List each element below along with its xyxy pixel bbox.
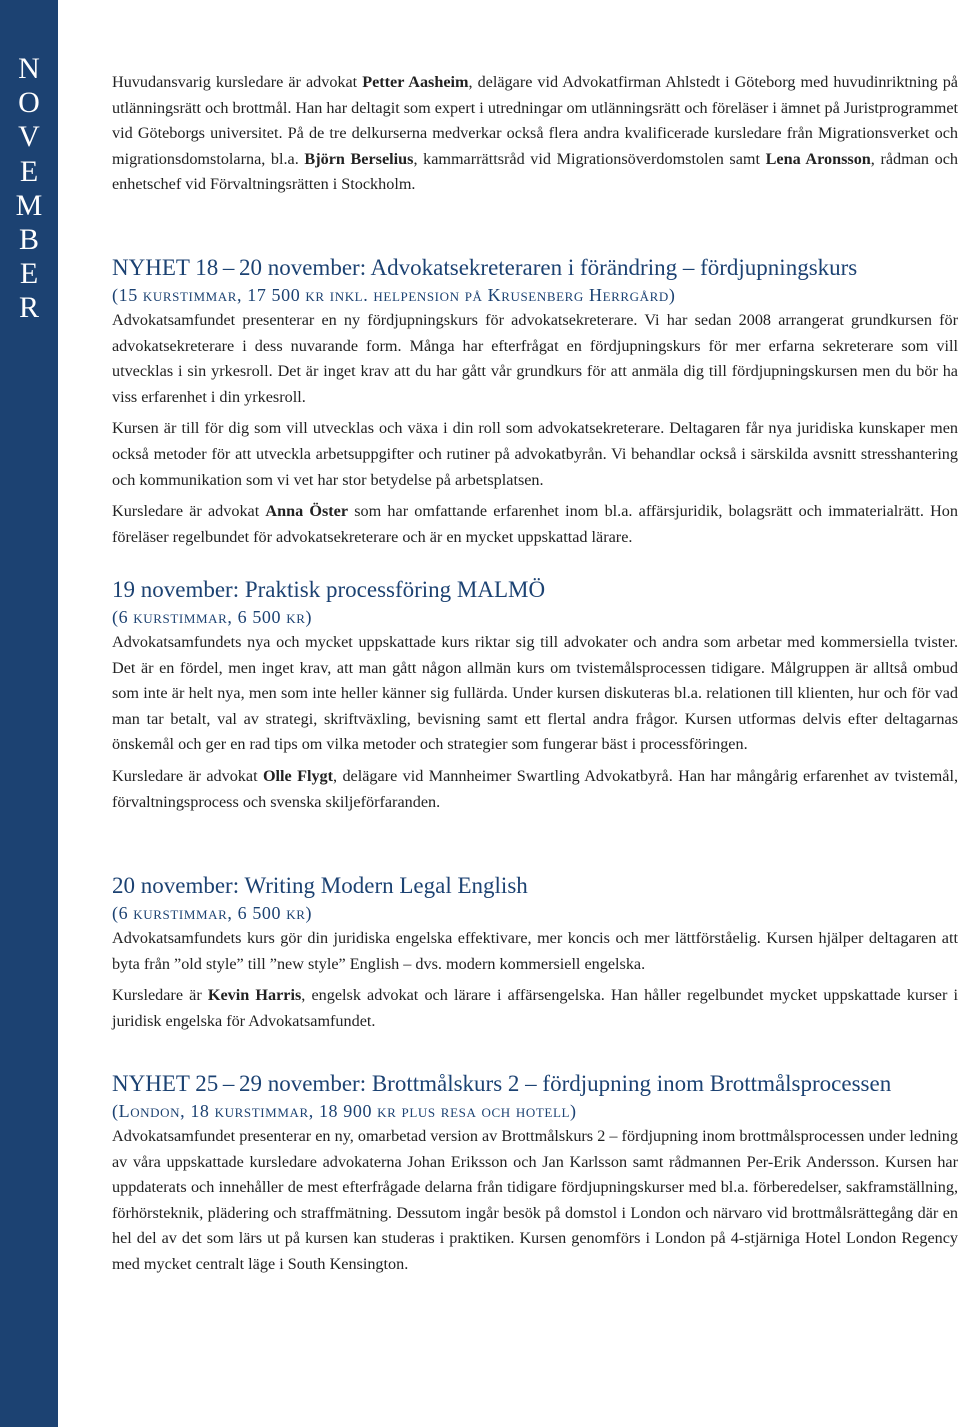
person-name: Petter Aasheim xyxy=(362,73,469,91)
person-name: Kevin Harris xyxy=(207,986,302,1005)
text-run: , delägare vid Advokatfirman Ahlstedt i Göteborg med huvudinriktning på utlänningsrätt och brottmål. Han har deltagit som expert i utredningar om utlänningsrätt och föreläser i ämnet på Juristprogrammet vid Göteborgs universitet. På de tre delkurserna medverkar också flera andra kvalificerade kursledare från Migrationsverket och migrationsdomstolarna, bl.a. xyxy=(112,73,959,168)
month-letter: V xyxy=(18,120,40,154)
text-run: , kammarrättsråd vid Migrationsöverdomstolen samt xyxy=(413,149,766,168)
course-section-brottmalskurs xyxy=(112,1070,958,1278)
text-run: Kursledare är advokat xyxy=(112,766,263,785)
course-subtitle: (15 kurstimmar, 17 500 kr inkl. helpension på Krusenberg Herrgård) xyxy=(112,285,676,305)
month-letter: N xyxy=(18,52,40,85)
text-run: , rådman och enhetschef vid Förvaltningsrätten i Stockholm. xyxy=(112,149,958,194)
course-paragraph: Advokatsamfundets nya och mycket uppskattade kurs riktar sig till advokater och andra som arbetar med kommersiella tvister. Det är en fördel, men inget krav, att man gått någon allmän kurs om tvistemålsprocessen tidigare. Målgruppen är alltså ombud som inte är helt nya, men som inte heller känner sig fullärda. Under kursen diskuteras bl.a. relationen till klienten, hur och för vad man tar betalt, val av strategi, skriftväxling, bevisning samt ett flertal andra frågor. Kursen utformas delvis efter deltagarnas önskemål och ger en rad tips om vilka metoder och strategier som fungerar bäst i processföringen. xyxy=(112,633,958,754)
text-run: Kursledare är xyxy=(112,986,208,1005)
course-paragraph: Advokatsamfundet presenterar en ny fördjupningskurs för advokatsekreterare. Vi har sedan 2008 arrangerat grundkursen för advokatsekreterare i dess nuvarande form. Många har efterfrågat en fördjupningskurs för mer erfarna sekreterare som vill utvecklas i sin yrkesroll. Det är inget krav att du har gått vår grundkurs för att anmäla dig till fördjupningskursen men du bör ha viss erfarenhet i din yrkesroll. xyxy=(112,311,958,406)
course-title: 20 november: Writing Modern Legal English xyxy=(112,873,528,898)
course-subtitle: (6 kurstimmar, 6 500 kr) xyxy=(112,903,313,923)
month-letter: E xyxy=(19,257,39,291)
text-run: som har omfattande erfarenhet inom bl.a. affärsjuridik, bolagsrätt och immaterialrätt. Hon föreläser regelbundet för advokatsekreterare och är en mycket uppskattad lärare. xyxy=(112,502,958,546)
month-letter: R xyxy=(18,291,39,325)
text-run: Huvudansvarig kursledare är advokat xyxy=(112,73,363,91)
side-bar xyxy=(0,0,58,1427)
month-label xyxy=(0,52,58,326)
course-paragraph xyxy=(112,983,958,1034)
course-title: NYHET 18 – 20 november: Advokatsekreteraren i förändring – fördjupningskurs xyxy=(112,255,858,280)
month-letter: B xyxy=(18,223,39,257)
course-section-processforing xyxy=(112,576,958,815)
course-section-advokatsekreteraren xyxy=(112,254,958,550)
course-section-legal-english xyxy=(112,872,958,1034)
intro-section xyxy=(112,70,958,198)
course-subtitle: (6 kurstimmar, 6 500 kr) xyxy=(112,607,313,627)
person-name: Björn Berselius xyxy=(304,149,414,168)
text-run: , engelsk advokat och lärare i affärsengelska. Han håller regelbundet mycket uppskattade kurser i juridisk engelska för Advokatsamfundet. xyxy=(112,986,958,1030)
course-subtitle: (London, 18 kurstimmar, 18 900 kr plus resa och hotell) xyxy=(112,1101,577,1121)
course-paragraph: Advokatsamfundets kurs gör din juridiska engelska effektivare, mer koncis och mer lättförståelig. Kursen hjälper deltagaren att byta från ”old style” till ”new style” English – dvs. modern kommersiell engelska. xyxy=(112,929,958,973)
course-title: 19 november: Praktisk processföring MALMÖ xyxy=(112,577,546,602)
text-run: Kursledare är advokat xyxy=(112,502,266,521)
person-name: Anna Öster xyxy=(265,502,349,521)
course-paragraph xyxy=(112,499,958,550)
course-paragraph: Advokatsamfundet presenterar en ny, omarbetad version av Brottmålskurs 2 – fördjupning inom brottmålsprocessen under ledning av våra uppskattade kursledare advokaterna Johan Eriksson och Jan Karlsson samt rådmannen Per-Erik Andersson. Kursen har uppdaterats och innehåller de mest efterfrågade delarna från tidigare fördjupningskurser med bl.a. förberedelser, sakframställning, förhörsteknik, plädering och straffmätning. Dessutom ingår besök på domstol i London och närvaro vid brottmålsrättegång där en hel del av det som lärs ut på kursen kan studeras i praktiken. Kursen genomförs i London på 4-stjärniga Hotel London Regency med mycket centralt läge i South Kensington. xyxy=(112,1127,958,1273)
month-letter: O xyxy=(18,86,40,120)
course-paragraph: Kursen är till för dig som vill utvecklas och växa i din roll som advokatsekreterare. Deltagaren får nya juridiska kunskaper men också metoder för att utveckla arbetsuppgifter och rutiner på advokatbyrån. Vi behandlar också i särskilda avsnitt stresshantering och kommunikation som vi vet har stor betydelse på arbetsplatsen. xyxy=(112,419,958,489)
text-run: , delägare vid Mannheimer Swartling Advokatbyrå. Han har mångårig erfarenhet av tvistemål, förvaltningsprocess och svenska skiljeförfaranden. xyxy=(112,766,959,811)
intro-paragraph xyxy=(112,70,958,198)
month-letter: E xyxy=(19,154,39,188)
person-name: Olle Flygt xyxy=(262,766,334,785)
course-title: NYHET 25 – 29 november: Brottmålskurs 2 – fördjupning inom Brottmålsprocessen xyxy=(112,1071,892,1096)
person-name: Lena Aronsson xyxy=(765,149,871,168)
course-paragraph xyxy=(112,764,958,815)
month-letter: M xyxy=(15,188,43,222)
